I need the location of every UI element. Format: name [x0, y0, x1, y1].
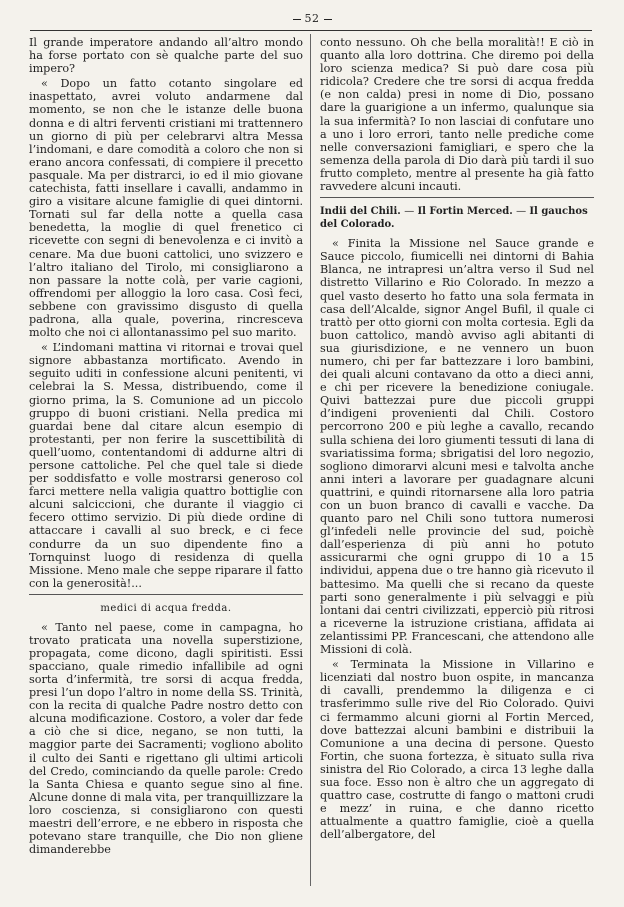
left-paragraph-0: Il grande imperatore andando all’altro mondo ha forse portato con sè qualche parte del suo impero? — [29, 36, 303, 76]
section-divider — [29, 594, 303, 595]
left-paragraph-1: « Dopo un fatto cotanto singolare ed inaspettato, avrei voluto andarmene dal momento, se non che le istanze delle buona donna e di altri ferventi cristiani mi trattennero un giorno di più per celebrarvi altra Messa l’indomani, e dare comodità a coloro che non si erano ancora confessati, di compiere il precetto pasquale. Ma per distrarci, io ed il mio giovane catechista, fatti insellare i cavalli, andammo in giro a visitare alcune famiglie di quei dintorni. Tornati sul far della notte a quella casa benedetta, la moglie di quel frenetico ci ricevette con segni di benevolenza e ci invitò a cenare. Ma due buoni cattolici, uno svizzero e l’altro italiano del Tirolo, mi consigliarono a non passare la notte colà, per varie cagioni, offrendomi per alloggio la loro casa. Così feci, sebbene con gravissimo disgusto di quella padrona, alla quale, poverina, rincresceva molto che noi ci allontanassimo pel suo marito. — [29, 77, 303, 340]
right-section-paragraph-0: « Finita la Missione nel Sauce grande e Sauce piccolo, fiumicelli nei dintorni di Bahia Blanca, ne intrapresi un’altra verso il Sud nel distretto Villarino e Rio Colorado. In mezzo a quel vasto deserto ho fatto una sola fermata in casa dell’Alcalde, signor Angel Bufil, il quale ci trattò per otto giorni con molta cortesia. Egli da buon cattolico, mandò avviso agli abitanti di sua giurisdizione, e ne vennero un buon numero, chi per far battezzare i loro bambini, dei quali alcuni contavano da otto a dieci anni, e chi per ricevere la benedizione coniugale. Quivi battezzai pure due piccoli gruppi d’indigeni provenienti dal Chili. Costoro percorrono 200 e più leghe a cavallo, recando sulla schiena dei loro giumenti tessuti di lana di svariatissima forma; sbrigatisi del loro negozio, sogliono dimorarvi alcuni mesi e talvolta anche anni interi a lavorare per guadagnare alcuni quattrini, e quindi ritornarsene alla loro patria con un buon branco di cavalli e vacche. Da quanto paro nel Chili sono tuttora numerosi gl’infedeli nelle provincie del sud, poichè dall’esperienza di più anni ho potuto assicurarmi che ogni gruppo di 10 a 15 individui, appena due o tre hanno già ricevuto il battesimo. Ma quelli che si recano da queste parti sono generalmente i più selvaggi e più lontani dai centri civilizzati, epperciò più ritrosi a riceverne la istruzione cristiana, affidata ai zelantissimi PP. Francescani, che attendono alle Missioni di colà. — [320, 237, 594, 657]
column-divider — [310, 34, 311, 886]
left-column — [29, 36, 303, 886]
left-paragraph-2: « L’indomani mattina vi ritornai e trovai quel signore abbastanza mortificato. Avendo in seguito uditi in confessione alcuni penitenti, vi celebrai la S. Messa, distribuendo, come il giorno prima, la S. Comunione ad un piccolo gruppo di buoni cristiani. Nella predica mi guardai bene dal citare alcun esempio di protestanti, per non ferire la suscettibilità di quell’uomo, contentandomi di addurne altri di persone cattoliche. Pel che quel tale si diede per soddisfatto e volle mostrarsi generoso col farci mettere nella valigia quattro bottiglie con alcuni salciccioni, che durante il viaggio ci fecero ottimo servizio. Di più diede ordine di attaccare i cavalli al suo breck, e ci fece condurre da un suo dipendente fino a Tornquinst luogo di residenza di quella Missione. Meno male che seppe riparare il fatto con la generosità!... — [29, 341, 303, 590]
section-heading-part3: Il gauchos del Colorado. — [320, 206, 588, 230]
right-column — [320, 36, 594, 886]
heading-dash-1: — — [404, 206, 418, 218]
left-section-paragraph-0: « Tanto nel paese, come in campagna, ho trovato praticata una novella superstizione, propagata, come dicono, dagli spiritisti. Essi spacciano, quale rimedio infallibile ad ogni sorta d’infermità, tre sorsi di acqua fredda, presi l’un dopo l’altro in nome della SS. Trinità, con la recita di qualche Padre nostro detto con alcuna modificazione. Costoro, a voler dar fede a ciò che si dice, negano, se non tutti, la maggior parte dei Sacramenti; vogliono abolito il culto dei Santi e rigettano gli ultimi articoli del Credo, cominciando da quelle parole: Credo la Santa Chiesa e quanto segue sino al fine. Alcune donne di mala vita, per tranquillizzare la loro coscienza, si consigliarono con questi maestri dell’errore, e ne ebbero in risposta che potevano stare tranquille, che Dio non gliene dimanderebbe — [29, 620, 303, 857]
right-paragraph-0: conto nessuno. Oh che bella moralità!! E ciò in quanto alla loro dottrina. Che diremo poi della loro scienza medica? Si può dare cosa più ridicola? Credere che tre sorsi di acqua fredda (e non calda) presi in nome di Dio, possano dare la guarigione a un infermo, qualunque sia la sua infermità? Io non lasciai di confutare uno a uno i loro errori, tanto nelle prediche come nelle conversazioni famigliari, e spero che la semenza della parola di Dio darà più tardi il suo frutto completo, mentre al presente ha già fatto ravvedere alcuni incauti. — [320, 36, 594, 194]
right-section-paragraph-1: « Terminata la Missione in Villarino e licenziati dal nostro buon ospite, in mancanza di cavalli, prendemmo la diligenza e ci trasferimmo sulle rive del Rio Colorado. Quivi ci fermammo alcuni giorni al Fortin Merced, dove battezzai alcuni bambini e distribuii la Comunione a una decina di persone. Questo Fortin, che suona fortezza, è situato sulla riva sinistra del Rio Colorado, a circa 13 leghe dalla sua foce. Esso non è altro che un aggregato di quattro case, costrutte di fango o mattoni crudi e mezz’ in ruina, e che danno ricetto attualmente a quattro famiglie, cioè a quella dell’albergatore, del — [320, 658, 594, 842]
page-number-text: 52 — [304, 12, 320, 25]
section-heading-part2: Il Fortin Merced. — [417, 206, 513, 218]
page-number — [0, 12, 624, 25]
heading-dash-2: — — [516, 206, 530, 218]
section-heading — [320, 206, 594, 231]
top-rule — [30, 30, 592, 31]
section-title: medici di acqua fredda. — [100, 602, 232, 614]
section-heading-part1: Indii del Chili. — [320, 206, 401, 218]
section-divider — [320, 197, 594, 198]
